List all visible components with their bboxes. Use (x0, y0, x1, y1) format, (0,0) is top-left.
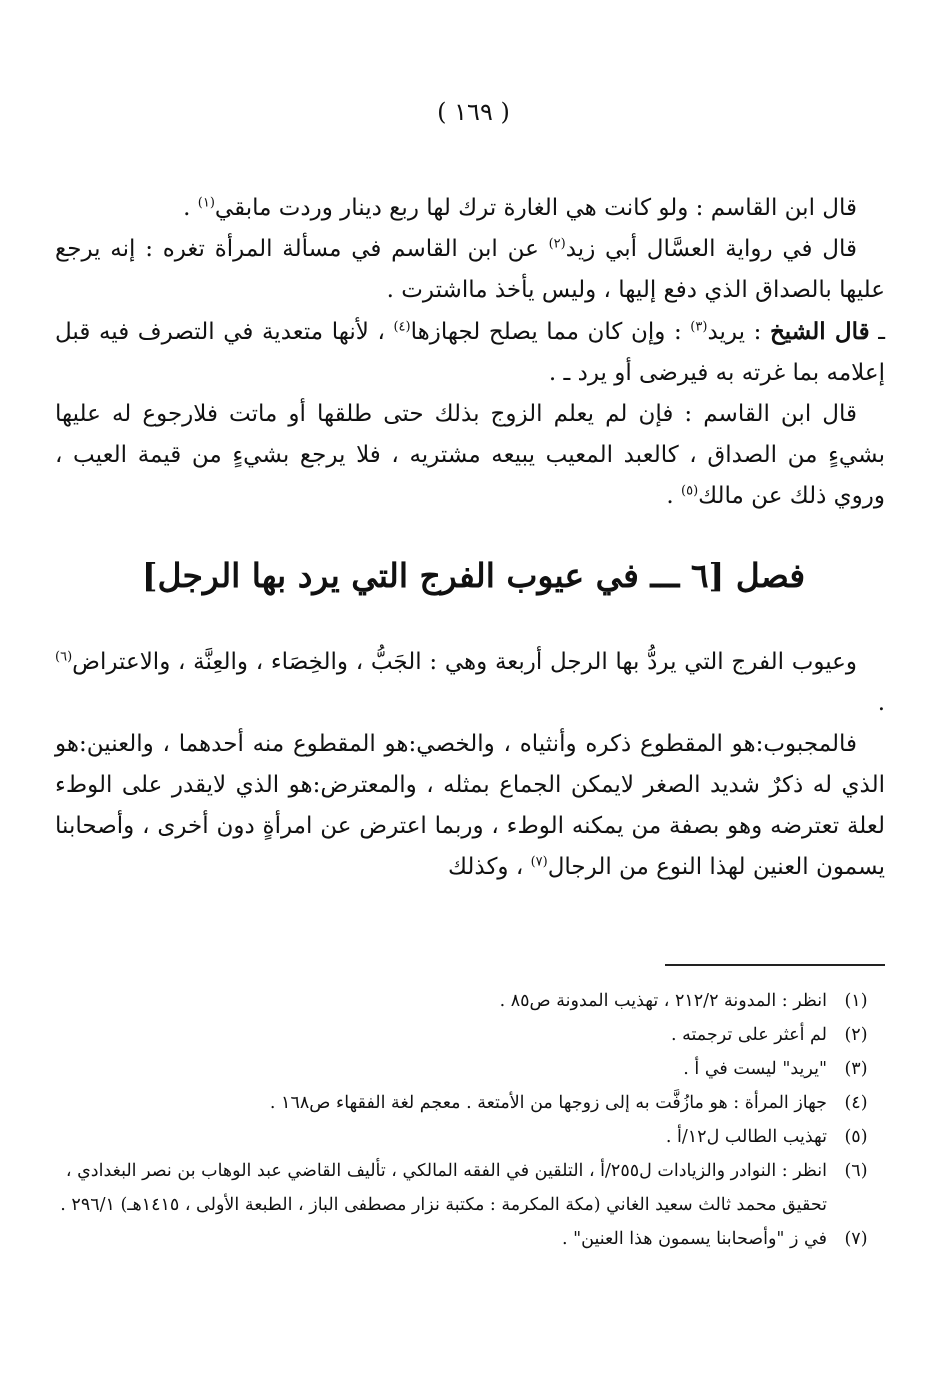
paragraph (55, 188, 885, 229)
paragraph (55, 394, 885, 517)
footnote-ref: (١) (197, 195, 215, 211)
paragraph (55, 724, 885, 888)
paragraph-tail: . (666, 483, 682, 509)
footnote-number: (٦) (844, 1161, 868, 1181)
footnote-number: (٤) (844, 1093, 868, 1113)
footnote-item (55, 1120, 885, 1154)
body-text-top (55, 188, 885, 517)
paragraph (55, 229, 885, 311)
footnote-separator (665, 964, 885, 966)
paragraph-tail: . (183, 195, 198, 221)
paragraph-text: : يريد (707, 319, 770, 345)
paragraph (55, 311, 885, 394)
paragraph-tail: ، وكذلك (447, 854, 531, 880)
footnote-item (55, 1154, 885, 1222)
footnote-text: تهذيب الطالب ل١٢/أ . (665, 1127, 827, 1147)
footnote-item (55, 1086, 885, 1120)
section-heading: فصل [٦ ـــ في عيوب الفرج التي يرد بها الرجل] (141, 556, 806, 595)
body-text-bottom (55, 642, 885, 888)
footnote-text: لم أعثر على ترجمته . (671, 1025, 827, 1045)
footnote-ref: (٢) (548, 236, 566, 252)
page-number: ( ١٦٩ ) (437, 98, 510, 126)
footnote-ref: (٤) (393, 319, 411, 335)
footnote-number: (٧) (844, 1229, 868, 1249)
footnote-ref: (٦) (55, 649, 73, 665)
paragraph-tail: عن ابن القاسم في مسألة المرأة تغره : إنه يرجع عليها بالصداق الذي دفع إليها ، وليس يأخذ مااشترت . (55, 236, 885, 303)
paragraph-tail: . (877, 690, 885, 716)
paragraph-text: قال ابن القاسم : فإن لم يعلم الزوج بذلك حتى طلقها أو ماتت فلارجوع له عليها بشيءٍ من الصداق ، كالعبد المعيب يبيعه مشتريه ، فلا يرجع بشيءٍ من قيمة العيب ، وروي ذلك عن مالك (55, 401, 885, 509)
footnote-number: (٥) (844, 1127, 868, 1147)
paragraph (55, 642, 885, 724)
footnote-text: في ز "وأصحابنا يسمون هذا العنين" . (561, 1229, 827, 1249)
footnote-ref: (٥) (681, 483, 699, 499)
footnote-number: (٢) (844, 1025, 868, 1045)
footnote-ref: (٣) (690, 319, 708, 335)
footnote-text: انظر : النوادر والزيادات ل٢٥٥/أ ، التلقين في الفقه المالكي ، تأليف القاضي عبد الوهاب بن نصر البغدادي ، تحقيق محمد ثالث سعيد الغاني (مكة المكرمة : مكتبة نزار مصطفى الباز ، الطبعة الأولى ، ١٤١٥هـ) ٢٩٦/١ . (60, 1161, 827, 1215)
paragraph-tail: ، لأنها متعدية في التصرف فيه قبل إعلامه بما غرته به فيرضى أو يرد ـ . (55, 319, 885, 386)
paragraph-mid: : وإن كان مما يصلح لجهازها (410, 319, 691, 345)
dash-prefix: ـ (869, 319, 885, 345)
footnotes (55, 984, 885, 1256)
paragraph-text: قال في رواية العسَّال أبي زيد (565, 236, 857, 262)
footnote-item (55, 1018, 885, 1052)
footnote-item (55, 984, 885, 1018)
sheikh-label: قال الشيخ (769, 318, 870, 345)
footnote-text: "يريد" ليست في أ . (683, 1059, 827, 1079)
footnote-ref: (٧) (530, 854, 548, 870)
paragraph-text: فالمجبوب:هو المقطوع ذكره وأنثياه ، والخصي:هو المقطوع منه أحدهما ، والعنين:هو الذي له ذكرٌ شديد الصغر لايمكن الجماع بمثله ، والمعترض:هو الذي لايقدر على الوطء لعلة تعترضه وهو بصفة من يمكنه الوطء ، وربما اعترض عن امرأةٍ دون أخرى ، وأصحابنا يسمون العنين لهذا النوع من الرجال (55, 731, 885, 880)
footnote-item (55, 1052, 885, 1086)
footnote-number: (١) (844, 991, 868, 1011)
paragraph-text: وعيوب الفرج التي يردُّ بها الرجل أربعة وهي : الجَبُّ ، والخِصَاء ، والعِنَّة ، والاعتراض (72, 649, 857, 675)
footnote-number: (٣) (844, 1059, 868, 1079)
footnote-item (55, 1222, 885, 1256)
footnote-text: جهاز المرأة : هو مازُفَّت به إلى زوجها من الأمتعة . معجم لغة الفقهاء ص١٦٨ . (269, 1093, 827, 1113)
paragraph-text: قال ابن القاسم : ولو كانت هي الغارة ترك لها ربع دينار وردت مابقي (214, 195, 857, 221)
footnote-text: انظر : المدونة ٢١٢/٢ ، تهذيب المدونة ص٨٥ . (499, 991, 827, 1011)
